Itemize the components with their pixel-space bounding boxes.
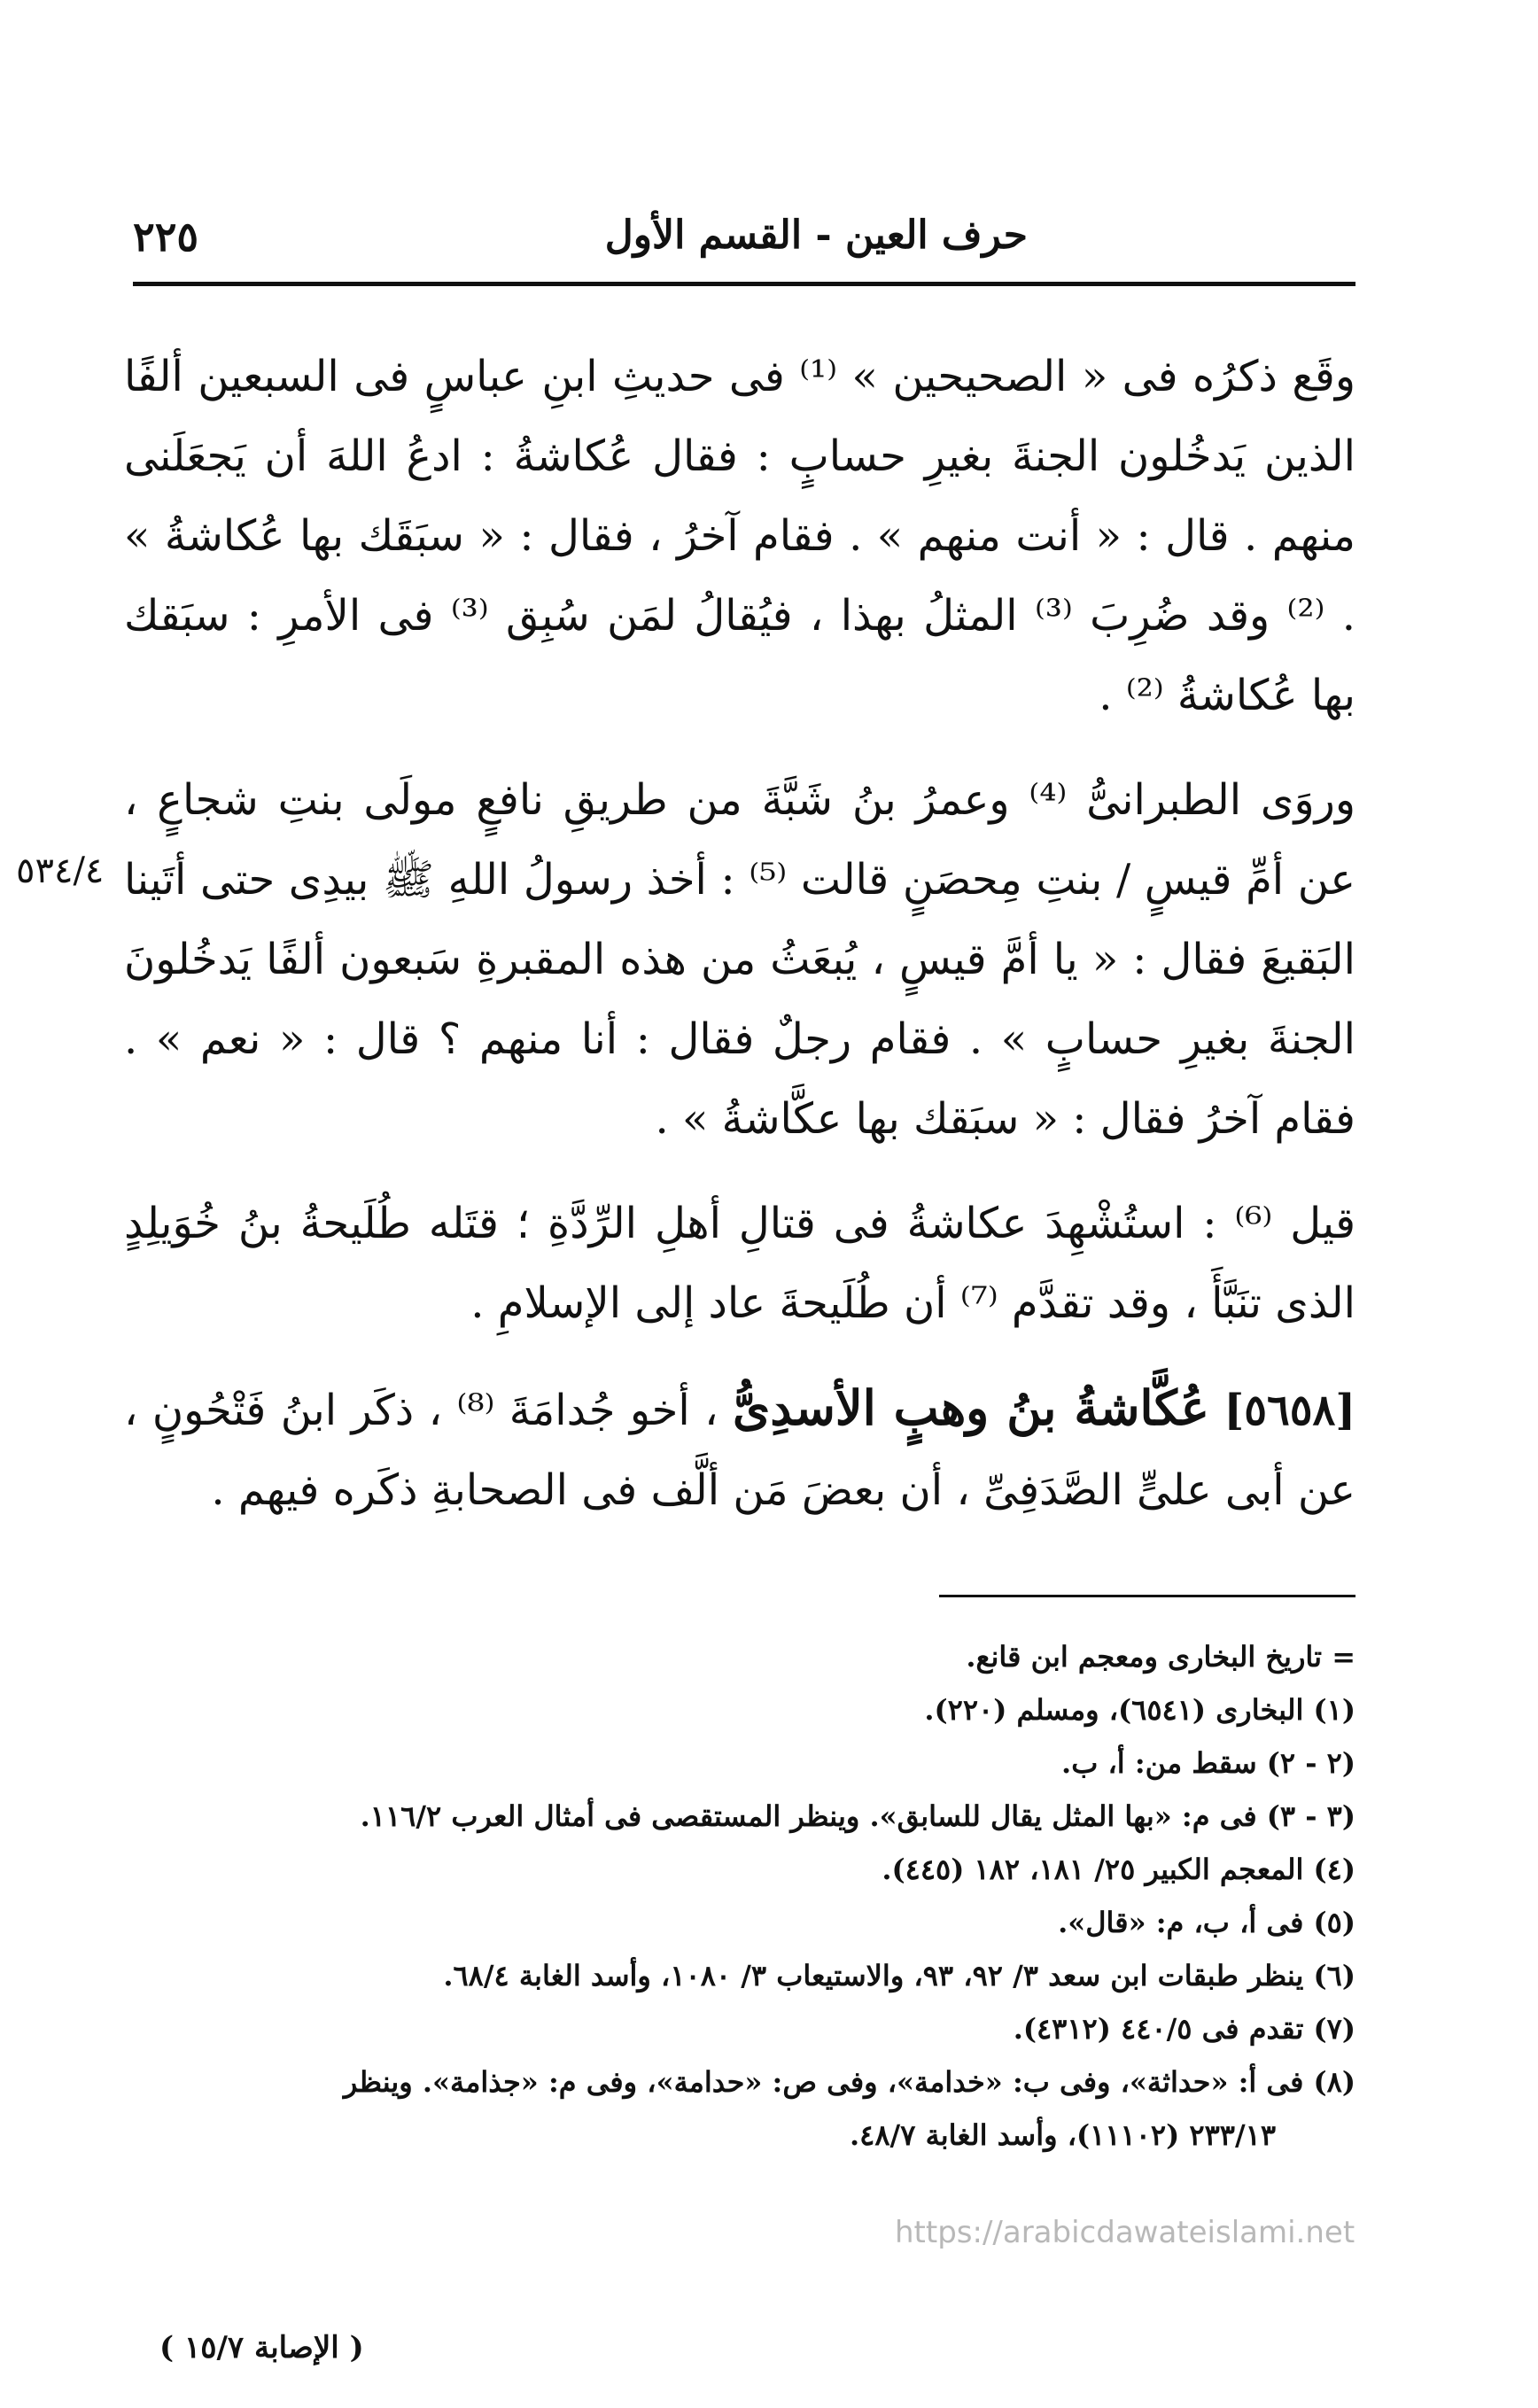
page-title: حرف العين - القسم الأول	[604, 213, 1028, 258]
margin-reference: ٥٣٤/٤	[16, 851, 105, 891]
footnote: (١) البخارى (٦٥٤١)، ومسلم (٢٢٠).	[924, 1693, 1355, 1727]
biography-entry	[124, 1368, 1355, 1530]
footnote: = تاريخ البخارى ومعجم ابن قانع.	[966, 1640, 1355, 1674]
page-number: ٢٢٥	[133, 213, 199, 260]
entry-text: ، أخو جُدامَةَ ⁽⁸⁾ ، ذكَر ابنُ فَتْحُونٍ ، عن أبى علىٍّ الصَّدَفِىِّ ، أن بعضَ مَن ألَّف فى الصحابةِ ذكَره فيهم .	[124, 1386, 1355, 1515]
header-divider	[133, 282, 1355, 286]
footnotes	[124, 1630, 1355, 2162]
footnote: (٣ - ٣) فى م: «بها المثل يقال للسابق». وينظر المستقصى فى أمثال العرب ١١٦/٢.	[360, 1799, 1355, 1833]
footnote: (٧) تقدم فى ٤٤٠/٥ (٤٣١٢).	[1013, 2012, 1355, 2046]
footnote-divider	[939, 1595, 1355, 1597]
entry-number: [٥٦٥٨]	[1223, 1386, 1356, 1435]
watermark: https://arabicdawateislami.net	[895, 2215, 1355, 2250]
paragraph-3: قيل ⁽⁶⁾ : استُشْهِدَ عكاشةُ فى قتالِ أهلِ الرِّدَّةِ ؛ قتَله طُلَيحةُ بنُ خُوَيلِدٍ الذى تنَبَّأَ ، وقد تقدَّم ⁽⁷⁾ أن طُلَيحةَ عاد إلى الإسلامِ .	[124, 1199, 1356, 1328]
paragraph-2: وروَى الطبرانىُّ ⁽⁴⁾ وعمرُ بنُ شَبَّةَ من طريقِ نافعٍ مولَى بنتِ شجاعٍ ، عن أمِّ قيسٍ / بنتِ مِحصَنٍ قالت ⁽⁵⁾ : أخذ رسولُ اللهِ ﷺ بيدِى حتى أتَينا البَقيعَ فقال : « يا أمَّ قيسٍ ، يُبعَثُ من هذه المقبرةِ سَبعون ألفًا يَدخُلونَ الجنةَ بغيرِ حسابٍ » . فقام رجلٌ فقال : أنا منهم ؟ قال : « نعم » . فقام آخرُ فقال : « سبَقك بها عكَّاشةُ » .	[124, 775, 1356, 1144]
footnote: (٥) فى أ، ب، م: «قال».	[1058, 1906, 1355, 1939]
footnote: (٨) فى أ: «حداثة»، وفى ب: «خدامة»، وفى ص: «حدامة»، وفى م: «جذامة». وينظر	[343, 2065, 1355, 2099]
footnote: (٢ - ٢) سقط من: أ، ب.	[1061, 1746, 1355, 1780]
main-text	[124, 337, 1355, 1555]
paragraph-1: وقَع ذكرُه فى « الصحيحين » ⁽¹⁾ فى حديثِ ابنِ عباسٍ فى السبعين ألفًا الذين يَدخُلون الجنةَ بغيرِ حسابٍ : فقال عُكاشةُ : ادعُ اللهَ أن يَجعَلَنى منهم . قال : « أنت منهم » . فقام آخرُ ، فقال : « سبَقَك بها عُكاشةُ » . ⁽²⁾ وقد ضُرِبَ ⁽³⁾ المثلُ بهذا ، فيُقالُ لمَن سُبِق ⁽³⁾ فى الأمرِ : سبَقك بها عُكاشةُ ⁽²⁾ .	[124, 352, 1355, 720]
page-header	[133, 213, 1355, 275]
footnote: (٤) المعجم الكبير ٢٥/ ١٨١، ١٨٢ (٤٤٥).	[882, 1853, 1355, 1886]
footnote-continuation: ٢٣٣/١٣ (١١١٠٢)، وأسد الغابة ٤٨/٧.	[850, 2118, 1276, 2152]
footnote: (٦) ينظر طبقات ابن سعد ٣/ ٩٢، ٩٣، والاستيعاب ٣/ ١٠٨٠، وأسد الغابة ٦٨/٤.	[443, 1959, 1355, 1992]
signature-line: ( الإصابة ١٥/٧ )	[159, 2330, 364, 2365]
entry-name: عُكَّاشةُ بنُ وهبٍ الأسدِىُّ	[733, 1379, 1210, 1436]
